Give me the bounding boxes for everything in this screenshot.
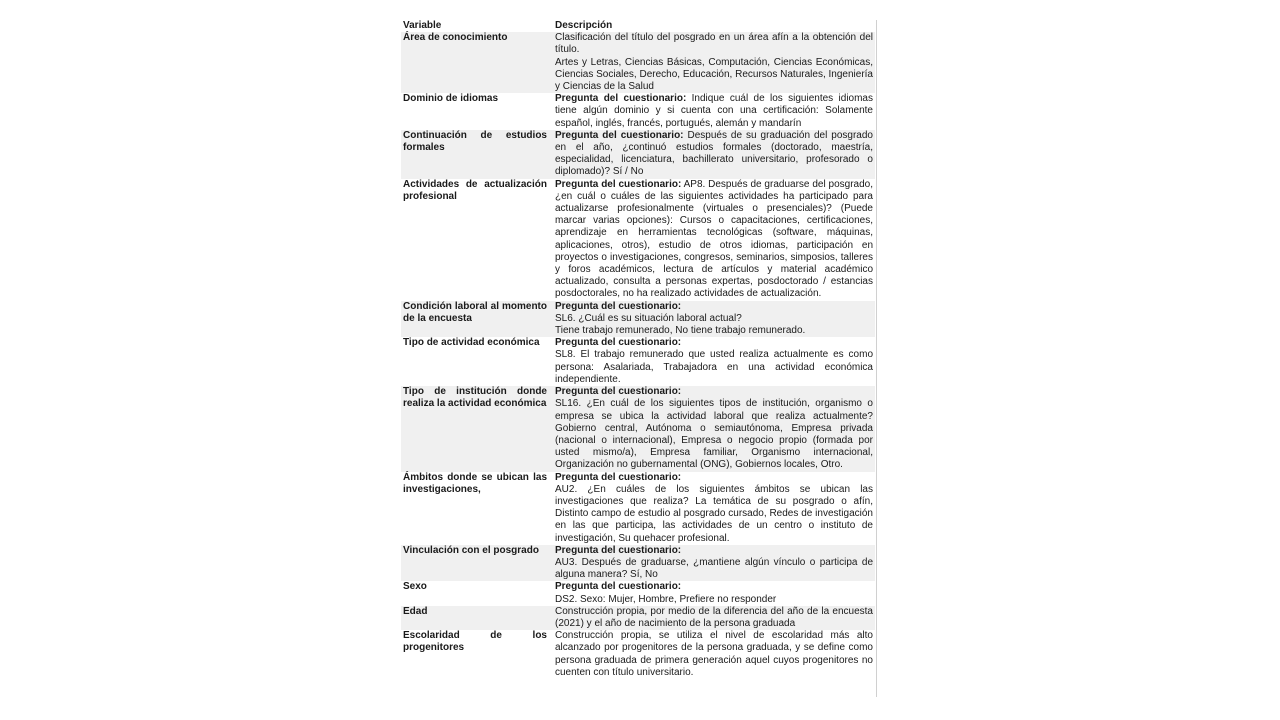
table-row	[401, 386, 875, 471]
row-variable: Edad	[401, 606, 553, 630]
row-description	[553, 130, 875, 179]
row-description	[553, 337, 875, 386]
question-label: Pregunta del cuestionario:	[555, 337, 682, 349]
table-row	[401, 630, 875, 679]
row-variable: Actividades de actualización profesional	[403, 178, 547, 202]
row-description	[553, 472, 875, 545]
row-variable: Dominio de idiomas	[403, 93, 499, 105]
description-paragraph: Construcción propia, por medio de la diferencia del año de la encuesta (2021) y el año de nacimiento de la persona graduada	[555, 605, 873, 629]
table-row	[401, 179, 875, 301]
row-description	[553, 606, 875, 630]
question-text: Después de su graduación del posgrado en el año, ¿continuó estudios formales (doctorado, maestría, especialidad, licenciatura, bachillerato universitario, profesorado o diplomado)? Sí / No	[555, 129, 873, 178]
row-description	[553, 630, 875, 679]
question-text: Indique cuál de los siguientes idiomas tiene algún dominio y si cuenta con una certificación: Solamente español, inglés, francés, portugués, alemán y mandarín	[555, 93, 873, 129]
question-label: Pregunta del cuestionario:	[555, 178, 682, 190]
table-row	[401, 581, 875, 605]
header-variable: Variable	[403, 20, 442, 31]
row-variable: Condición laboral al momento de la encuesta	[401, 301, 553, 338]
row-description	[553, 179, 875, 301]
question-label: Pregunta del cuestionario:	[555, 300, 682, 312]
table-row	[401, 130, 875, 179]
question-label: Pregunta del cuestionario:	[555, 386, 682, 398]
row-variable: Tipo de actividad económica	[403, 337, 540, 349]
table-row	[401, 472, 875, 545]
description-paragraph: Tiene trabajo remunerado, No tiene trabajo remunerado.	[555, 325, 806, 337]
description-paragraph: SL16. ¿En cuál de los siguientes tipos de institución, organismo o empresa se ubica la actividad laboral que realiza actualmente? Gobierno central, Autónoma o semiautónoma, Empresa privada (nacional o internacional), Empresa o negocio propio (formada por usted mismo/a), Empresa familiar, Organismo internacional, Organización no gubernamental (ONG), Gobiernos locales, Otro.	[555, 398, 873, 471]
row-variable: Tipo de institución donde realiza la actividad económica	[401, 386, 553, 471]
description-paragraph: AU3. Después de graduarse, ¿mantiene algún vínculo o participa de alguna manera? Sí, No	[555, 556, 873, 581]
question-text: AP8. Después de graduarse del posgrado, ¿en cuál o cuáles de las siguientes actividades ha participado para actualizarse profesionalmente (virtuales o presenciales)? (Puede marcar varias opciones): Cursos o capacitaciones, certificaciones, aprendizaje en herramientas tecnológicas (software, máquinas, aplicaciones, otros), estudio de otros idiomas, participación en proyectos o investigaciones, congresos, seminarios, simposios, talleres y foros académicos, lectura de artículos y material académico actualizado, consulta a personas expertas, posdoctorado / estancias posdoctorales, no ha realizado actividades de actualización.	[555, 178, 873, 300]
variables-table	[401, 20, 875, 679]
question-label: Pregunta del cuestionario:	[555, 93, 687, 105]
table-row	[401, 337, 875, 386]
row-description	[553, 301, 875, 338]
row-description	[553, 93, 875, 130]
description-paragraph: Clasificación del título del posgrado en un área afín a la obtención del título.	[555, 32, 873, 56]
row-variable: Escolaridad de los progenitores	[403, 630, 547, 654]
row-variable: Ámbitos donde se ubican las investigaciones,	[403, 471, 547, 495]
table-row	[401, 32, 875, 93]
question-label: Pregunta del cuestionario:	[555, 544, 682, 556]
table-row	[401, 301, 875, 338]
question-label: Pregunta del cuestionario:	[555, 581, 682, 593]
row-description	[553, 545, 875, 582]
header-description: Descripción	[555, 20, 613, 31]
description-paragraph: Artes y Letras, Ciencias Básicas, Computación, Ciencias Económicas, Ciencias Sociales, Derecho, Educación, Recursos Naturales, Ingeniería y Ciencias de la Salud	[555, 56, 873, 93]
table-row	[401, 93, 875, 130]
description-paragraph: SL8. El trabajo remunerado que usted realiza actualmente es como persona: Asalariada, Trabajadora en una actividad económica independiente.	[555, 349, 873, 385]
question-label: Pregunta del cuestionario:	[555, 129, 684, 141]
table-row	[401, 606, 875, 630]
row-description	[553, 386, 875, 471]
table-header-row	[401, 20, 875, 32]
row-variable: Sexo	[403, 581, 427, 593]
variables-table-page	[401, 20, 877, 697]
row-variable: Área de conocimiento	[401, 32, 553, 93]
description-paragraph: DS2. Sexo: Mujer, Hombre, Prefiere no responder	[555, 593, 777, 605]
description-paragraph: AU2. ¿En cuáles de los siguientes ámbitos se ubican las investigaciones que realiza? La temática de su posgrado o afín, Distinto campo de estudio al posgrado cursado, Redes de investigación en las que participa, las actividades de un centro o instituto de investigación, Su quehacer profesional.	[555, 483, 873, 544]
row-description	[553, 32, 875, 93]
description-paragraph: Construcción propia, se utiliza el nivel de escolaridad más alto alcanzado por progenitores de la persona graduada, y se define como persona graduada de primera generación aquel cuyos progenitores no cuenten con título universitario.	[555, 630, 873, 678]
question-label: Pregunta del cuestionario:	[555, 471, 682, 483]
row-variable: Continuación de estudios formales	[401, 130, 553, 179]
table-row	[401, 545, 875, 582]
row-variable: Vinculación con el posgrado	[401, 545, 553, 582]
description-paragraph: SL6. ¿Cuál es su situación laboral actual?	[555, 312, 742, 324]
row-description	[553, 581, 875, 605]
